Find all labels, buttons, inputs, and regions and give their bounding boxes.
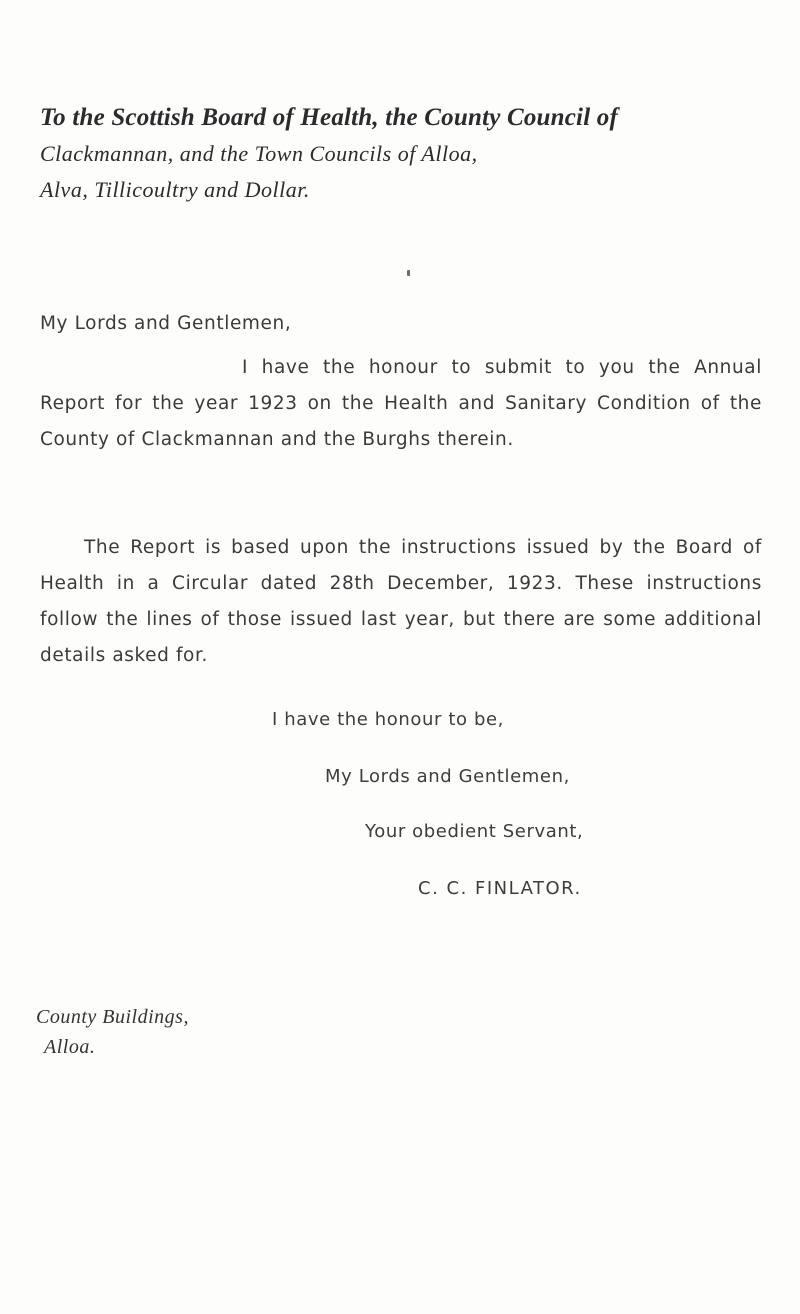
address-line-2: Clackmannan, and the Town Councils of Alloa, <box>40 141 478 166</box>
salutation: My Lords and Gentlemen, <box>40 313 292 334</box>
sender-address-line-2: Alloa. <box>44 1036 96 1058</box>
sender-address-line-1: County Buildings, <box>36 1006 189 1028</box>
address-block <box>40 100 760 208</box>
signature: C. C. FINLATOR. <box>418 878 582 899</box>
ink-speck <box>407 270 410 276</box>
sender-address <box>36 1002 189 1062</box>
address-line-1: To the Scottish Board of Health, the County Council of <box>40 104 619 131</box>
closing-line-1: I have the honour to be, <box>272 709 504 730</box>
closing-line-2: My Lords and Gentlemen, <box>325 766 570 787</box>
paragraph-1: I have the honour to submit to you the Annual Report for the year 1923 on the Health and Sanitary Condition of the County of Clackmannan and the Burghs therein. <box>40 357 762 450</box>
paragraph-2: The Report is based upon the instructions issued by the Board of Health in a Circular dated 28th December, 1923. These instructions follow the lines of those issued last year, but there are some additional details asked for. <box>40 537 762 666</box>
closing-line-3: Your obedient Servant, <box>365 821 584 842</box>
address-line-3: Alva, Tillicoultry and Dollar. <box>40 177 310 202</box>
